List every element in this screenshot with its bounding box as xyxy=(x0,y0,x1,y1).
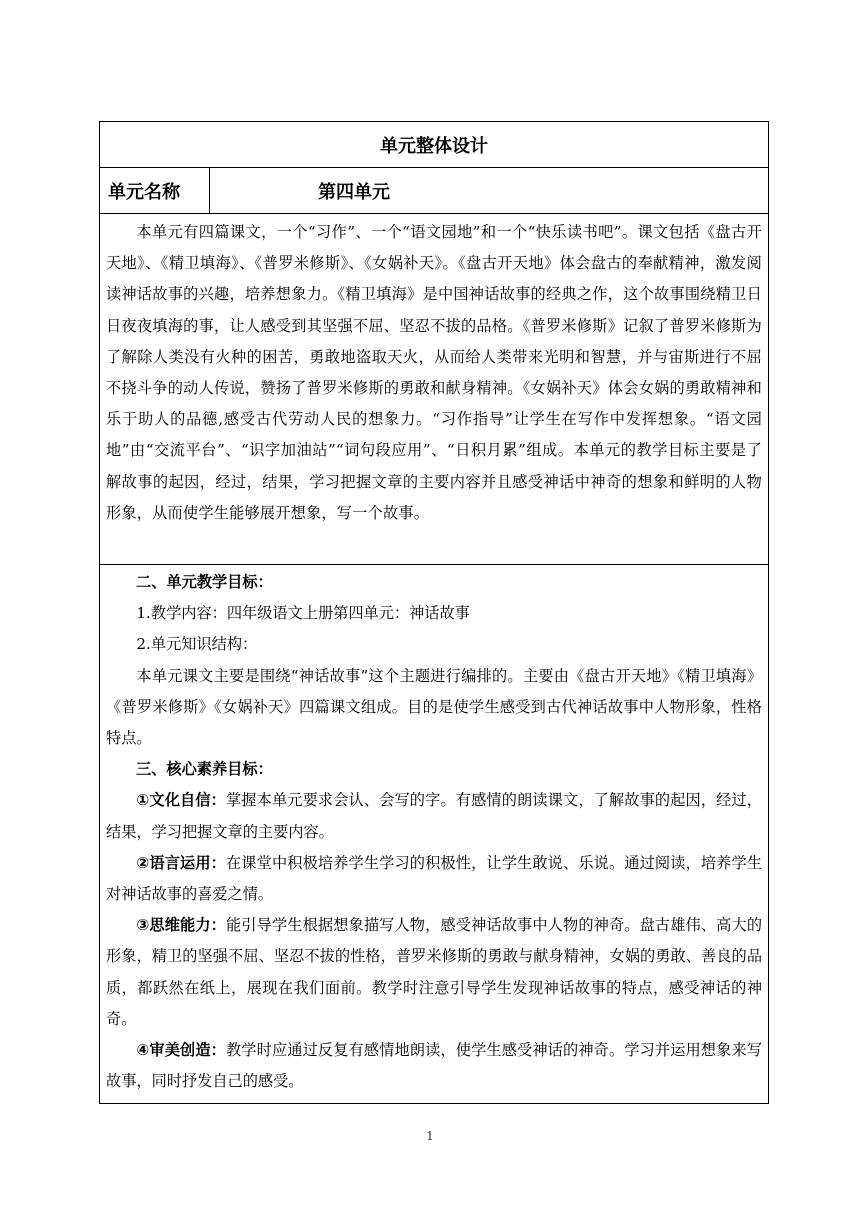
unit-name-label: 单元名称 xyxy=(100,168,210,213)
teaching-goals-cell xyxy=(100,565,768,1097)
goal-label: ④审美创造： xyxy=(136,1041,226,1060)
page-number: 1 xyxy=(426,1129,434,1143)
goal-label: ③思维能力： xyxy=(136,916,226,935)
goal-text: 能引导学生根据想象描写人物，感受神话故事中人物的神奇。盘古雄伟、高大的形象，精卫的坚强不屈、坚忍不拔的性格，普罗米修斯的勇敢与献身精神，女娲的勇敢、善良的品质，都跃然在纸上，展现在我们面前。教学时注意引导学生发现神话故事的特点，感受神话的神奇。 xyxy=(106,916,763,1028)
goal-text: 教学时应通过反复有感情地朗读，使学生感受神话的神奇。学习并运用想象来写故事，同时抒发自己的感受。 xyxy=(106,1041,763,1091)
goal-item xyxy=(106,1035,762,1097)
unit-summary-text: 本单元有四篇课文，一个“习作”、一个“语文园地”和一个“快乐读书吧”。课文包括《盘古开天地》、《精卫填海》、《普罗米修斯》、《女娲补天》。《盘古开天地》体会盘古的奉献精神，激发阅读神话故事的兴趣，培养想象力。《精卫填海》是中国神话故事的经典之作，这个故事围绕精卫日日夜夜填海的事，让人感受到其坚强不屈、坚忍不拔的品格。《普罗米修斯》记叙了普罗米修斯为了解除人类没有火种的困苦，勇敢地盗取天火，从而给人类带来光明和智慧，并与宙斯进行不屈不挠斗争的动人传说，赞扬了普罗米修斯的勇敢和献身精神。《女娲补天》体会女娲的勇敢精神和乐于助人的品德,感受古代劳动人民的想象力。“习作指导”让学生在写作中发挥想象。“语文园地”由“交流平台”、“识字加油站”“词句段应用”、“日积月累”组成。本单元的教学目标主要是了解故事的起因，经过，结果，学习把握文章的主要内容并且感受神话中神奇的想象和鲜明的人物形象，从而使学生能够展开想象，写一个故事。 xyxy=(106,223,762,522)
goal-label: ②语言运用： xyxy=(136,853,226,872)
teaching-content-line: 1.教学内容：四年级语文上册第四单元：神话故事 xyxy=(136,604,470,623)
section2-heading: 二、单元教学目标： xyxy=(136,573,273,591)
unit-summary-cell xyxy=(100,214,768,565)
knowledge-structure-line: 2.单元知识结构： xyxy=(136,635,258,654)
table-title: 单元整体设计 xyxy=(100,122,768,168)
goal-item xyxy=(106,910,762,1035)
goal-label: ①文化自信： xyxy=(136,791,226,810)
unit-name-value: 第四单元 xyxy=(318,181,390,203)
unit-design-table xyxy=(99,121,769,1104)
goal-item xyxy=(106,785,762,847)
goal-text: 掌握本单元要求会认、会写的字。有感情的朗读课文，了解故事的起因，经过，结果，学习把握文章的主要内容。 xyxy=(106,791,763,841)
section3-heading: 三、核心素养目标： xyxy=(136,760,273,779)
unit-name-row xyxy=(100,168,768,214)
knowledge-structure-text: 本单元课文主要是围绕“神话故事”这个主题进行编排的。主要由《盘古开天地》《精卫填海》《普罗米修斯》《女娲补天》四篇课文组成。目的是使学生感受到古代神话故事中人物形象，性格特点。 xyxy=(106,666,762,748)
goal-text: 在课堂中积极培养学生学习的积极性，让学生敢说、乐说。通过阅读，培养学生对神话故事的喜爱之情。 xyxy=(106,853,763,904)
goal-item xyxy=(106,848,762,910)
